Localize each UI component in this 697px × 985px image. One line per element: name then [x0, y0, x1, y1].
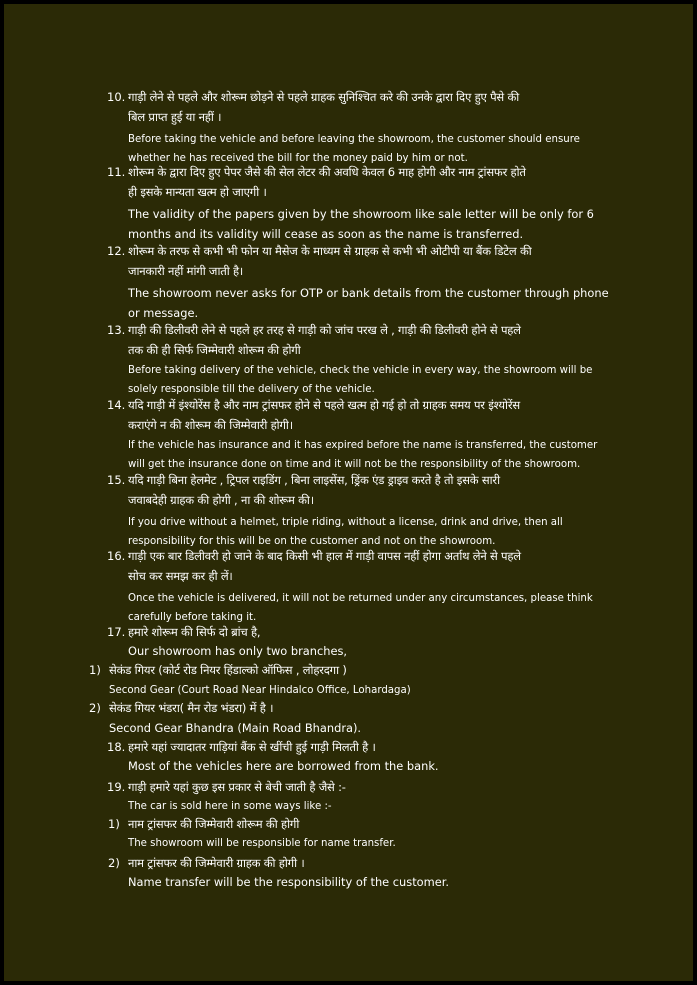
english-line: Most of the vehicles here are borrowed from the bank. [128, 759, 439, 773]
terms-item-18 [128, 737, 439, 777]
item-number: 18. [107, 740, 126, 754]
hindi-line: यदि गाड़ी में इंश्योरेंस है और नाम ट्रांसफर होने से पहले खत्म हो गई हो तो ग्राहक समय पर इंश्योरेंस [128, 398, 520, 412]
hindi-line: जवाबदेही ग्राहक की होगी , ना की शोरूम की। [128, 493, 314, 507]
terms-item-19 [128, 777, 346, 816]
english-line: The car is sold here in some ways like :- [128, 801, 332, 812]
terms-item-10 [128, 87, 580, 168]
english-line: Name transfer will be the responsibility of the customer. [128, 875, 450, 889]
hindi-line: तक की ही सिर्फ जिम्मेवारी शोरूम की होगी [128, 343, 301, 357]
sale-type-1 [128, 814, 396, 853]
terms-item-14 [128, 395, 597, 474]
hindi-line: हमारे शोरूम की सिर्फ दो ब्रांच है, [128, 625, 261, 639]
item-number: 16. [107, 549, 126, 563]
branch-1 [109, 660, 411, 700]
hindi-line: यदि गाड़ी बिना हेलमेट , ट्रिपल राइडिंग , बिना लाइसेंस, ड्रिंक एंड ड्राइव करते है तो इसके सारी [128, 473, 500, 487]
hindi-line: शोरूम के तरफ से कभी भी फोन या मैसेज के माध्यम से ग्राहक से कभी भी ओटीपी या बैंक डिटेल की [128, 244, 532, 258]
english-line: or message. [128, 305, 199, 320]
item-number: 13. [107, 323, 126, 337]
hindi-line: गाड़ी की डिलीवरी लेने से पहले हर तरह से गाड़ी को जांच परख ले , गाड़ी की डिलीवरी होने से पहले [128, 323, 521, 337]
terms-item-13 [128, 320, 592, 399]
hindi-line: ही इसके मान्यता खत्म हो जाएगी । [128, 185, 267, 199]
hindi-line: नाम ट्रांसफर की जिम्मेवारी ग्राहक की होगी । [128, 856, 305, 870]
branch-number: 1) [89, 663, 101, 677]
hindi-line: हमारे यहां ज्यादातर गाड़ियां बैंक से खींची हुई गाड़ी मिलती है । [128, 740, 376, 754]
document-page [4, 4, 693, 981]
hindi-line: सोच कर समझ कर ही लें। [128, 569, 233, 583]
english-line: responsibility for this will be on the customer and not on the showroom. [128, 536, 496, 547]
english-line: months and its validity will cease as soon as the name is transferred. [128, 226, 524, 241]
item-number: 12. [107, 244, 126, 258]
english-line: carefully before taking it. [128, 612, 257, 623]
hindi-line: गाड़ी एक बार डिलीवरी हो जाने के बाद किसी भी हाल में गाड़ी वापस नहीं होगा अर्ताथ लेने से पहले [128, 549, 521, 563]
english-line: Our showroom has only two branches, [128, 644, 348, 658]
english-line: The showroom never asks for OTP or bank details from the customer through phone [128, 286, 609, 300]
hindi-line: सेकंड गियर (कोर्ट रोड नियर हिंडाल्को ऑफिस , लोहरदगा ) [109, 663, 347, 677]
hindi-line: गाड़ी हमारे यहां कुछ इस प्रकार से बेची जाती है जैसे :- [128, 780, 346, 794]
terms-item-15 [128, 470, 563, 551]
hindi-line: सेकंड गियर भंडरा( मैन रोड भंडरा) में है । [109, 701, 274, 715]
english-line: Second Gear (Court Road Near Hindalco Office, Lohardaga) [109, 685, 411, 696]
terms-item-16 [128, 546, 593, 627]
branch-2 [109, 698, 361, 739]
branch-number: 2) [89, 701, 101, 715]
sale-type-number: 2) [108, 856, 120, 870]
hindi-line: नाम ट्रांसफर की जिम्मेवारी शोरूम की होगी [128, 817, 300, 831]
hindi-line: गाड़ी लेने से पहले और शोरूम छोड़ने से पहले ग्राहक सुनिश्चित करे की उनके द्वारा दिए हुए पैसे की [128, 90, 520, 104]
hindi-line: शोरूम के द्वारा दिए हुए पेपर जैसे की सेल लेटर की अवधि केवल 6 माह होगी और नाम ट्रांसफर होते [128, 165, 526, 179]
english-line: Second Gear Bhandra (Main Road Bhandra). [109, 721, 362, 735]
english-line: Before taking the vehicle and before leaving the showroom, the customer should ensure [128, 134, 580, 145]
hindi-line: जानकारी नहीं मांगी जाती है। [128, 264, 244, 278]
english-line: whether he has received the bill for the money paid by him or not. [128, 153, 468, 164]
hindi-line: कराएंगे न की शोरूम की जिम्मेवारी होगी। [128, 418, 293, 432]
english-line: The validity of the papers given by the showroom like sale letter will be only for 6 [128, 207, 594, 221]
english-line: The showroom will be responsible for name transfer. [128, 838, 396, 849]
hindi-line: बिल प्राप्त हुई या नहीं । [128, 110, 222, 124]
item-number: 10. [107, 90, 126, 104]
english-line: If you drive without a helmet, triple riding, without a license, drink and drive, then all [128, 517, 563, 528]
english-line: will get the insurance done on time and it will not be the responsibility of the showroom. [128, 459, 581, 470]
terms-item-12 [128, 241, 609, 323]
english-line: Before taking delivery of the vehicle, check the vehicle in every way, the showroom will be [128, 365, 593, 376]
english-line: solely responsible till the delivery of the vehicle. [128, 384, 375, 395]
terms-item-17 [128, 622, 347, 662]
item-number: 15. [107, 473, 126, 487]
sale-type-2 [128, 853, 449, 893]
sale-type-number: 1) [108, 817, 120, 831]
english-line: If the vehicle has insurance and it has expired before the name is transferred, the customer [128, 440, 598, 451]
item-number: 11. [107, 165, 126, 179]
terms-item-11 [128, 162, 594, 244]
item-number: 19. [107, 780, 126, 794]
item-number: 17. [107, 625, 126, 639]
english-line: Once the vehicle is delivered, it will not be returned under any circumstances, please think [128, 593, 593, 604]
item-number: 14. [107, 398, 126, 412]
